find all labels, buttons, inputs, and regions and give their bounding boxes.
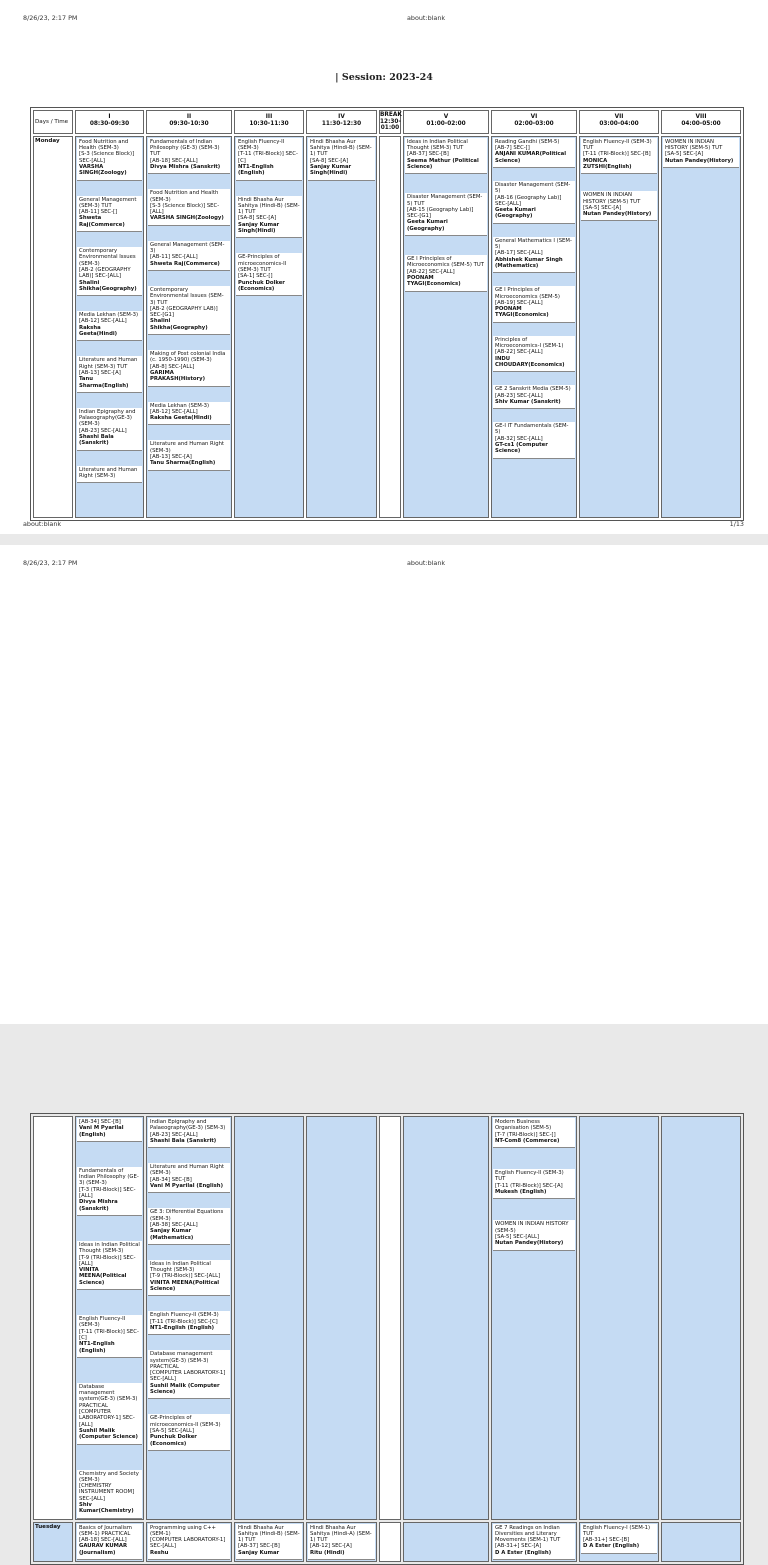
slot-cell (491, 136, 577, 518)
instructor-name: VARSHA SINGH(Zoology) (79, 163, 127, 177)
instructor-name: Tanu Sharma(English) (150, 460, 216, 467)
slot-cell (403, 1522, 489, 1562)
course-details: Literature and Human Right (SEM-3) [AB-34] SEC-[B] (150, 1164, 225, 1183)
class-entry (148, 189, 230, 225)
slot-cell (146, 136, 232, 518)
instructor-name: Shashi Bala (Sanskrit) (150, 1137, 217, 1144)
entry-gap (147, 425, 231, 439)
break-cell (379, 136, 401, 518)
class-entry (148, 241, 230, 271)
entry-gap (492, 1199, 576, 1219)
instructor-name: GARIMA PRAKASH(History) (150, 369, 205, 383)
break-header: BREAK 12:30-01:00 (379, 110, 401, 134)
entry-gap (147, 1335, 231, 1349)
class-entry (493, 336, 575, 372)
entry-gap (147, 174, 231, 188)
class-entry (148, 1208, 230, 1244)
course-details: English Fluency-II (SEM-3) [T-11 (TRI-Block)] SEC-[C] (238, 138, 298, 164)
day-label: Monday (33, 136, 73, 518)
course-details: WOMEN IN INDIAN HISTORY (SEM-5) TUT [SA-5] SEC-[A] (665, 138, 723, 158)
print-datetime: 8/26/23, 2:17 PM (23, 559, 78, 567)
course-details: Media Lekhan (SEM-3) [AB-12] SEC-[ALL] (79, 312, 139, 325)
class-entry (77, 247, 142, 296)
class-entry (148, 1414, 230, 1450)
instructor-name: INDU CHOUDARY(Economics) (495, 355, 565, 368)
class-entry (405, 138, 487, 174)
instructor-name: Divya Mishra (Sanskrit) (150, 163, 221, 170)
entry-gap (404, 236, 488, 254)
entry-gap (76, 181, 143, 195)
instructor-name: Raksha Geeta(Hindi) (150, 415, 212, 422)
course-details: Contemporary Environmental Issues (SEM-3) TUT [AB-2 (GEOGRAPHY LAB)] SEC-[G1] (150, 286, 224, 319)
entry-gap (76, 1216, 143, 1240)
period-header: VIII 04:00-05:00 (661, 110, 741, 134)
course-details: Ideas in Indian Political Thought (SEM-3) [T-9 (TRI-Block)] SEC-[ALL] (150, 1260, 221, 1280)
instructor-name: Shalini Shikha(Geography) (150, 318, 208, 331)
class-entry (581, 1524, 657, 1554)
course-details: WOMEN IN INDIAN HISTORY (SEM-5) TUT [SA-5] SEC-[A] (583, 192, 641, 211)
class-entry (493, 385, 575, 409)
class-entry (77, 356, 142, 392)
class-entry (148, 1524, 230, 1560)
course-details: WOMEN IN INDIAN HISTORY (SEM-5) [SA-5] SEC-[ALL] (495, 1221, 569, 1240)
course-details: General Management (SEM-3) TUT [AB-11] SEC-[] (79, 196, 137, 216)
course-details: Literature and Human Right (SEM-3) [AB-13] SEC-[A] (150, 441, 225, 460)
course-details: GE I Principles of Microeconomics (SEM-5) [AB-19] SEC-[ALL] (495, 287, 560, 306)
course-details: GE I Principles of Microeconomics (SEM-5) TUT [AB-22] SEC-[ALL] (407, 256, 484, 275)
slot-cell (306, 1116, 377, 1520)
instructor-name: POONAM TYAGI(Economics) (495, 306, 549, 319)
period-header: IV 11:30-12:30 (306, 110, 377, 134)
instructor-name: Sanjay Kumar (238, 1549, 280, 1556)
instructor-name: ANJANI KUMAR(Political Science) (495, 151, 567, 164)
instructor-name: Vani M Pyarilal (English) (79, 1125, 124, 1138)
entry-gap (147, 387, 231, 401)
entry-gap (76, 232, 143, 246)
course-details: Ideas in Indian Political Thought (SEM-3) TUT [AB-37] SEC-[B] (407, 138, 468, 158)
entry-gap (76, 341, 143, 355)
break-cell (379, 1522, 401, 1562)
slot-cell (306, 1522, 377, 1562)
slot-cell (234, 1522, 304, 1562)
entry-gap (492, 1148, 576, 1168)
instructor-name: Vani M Pyarilal (English) (150, 1183, 223, 1190)
entry-gap (147, 271, 231, 285)
course-details: General Mathematics I (SEM-5) [AB-17] SEC-[ALL] (495, 237, 572, 257)
period-header: VII 03:00-04:00 (579, 110, 659, 134)
course-details: Modern Business Organisation (SEM-5) [T-7 (TRI-Block)] SEC-[] (495, 1119, 556, 1138)
course-details: Reading Gandhi (SEM-5) [AB-7] SEC-[] (495, 138, 560, 152)
instructor-name: Punchuk Dolker (Economics) (238, 279, 285, 292)
course-details: Disaster Management (SEM-5) [AB-16 (Geography Lab)] SEC-[ALL] (495, 181, 571, 207)
course-details: English Fluency-II (SEM-3) TUT [T-11 (TRI-Block)] SEC-[B] (583, 138, 652, 158)
instructor-name: Nutan Pandey(History) (583, 211, 652, 218)
instructor-name: Abhishek Kumar Singh (Mathematics) (495, 256, 563, 269)
footer-url: about:blank (23, 520, 62, 528)
slot-cell (491, 1116, 577, 1520)
course-details: GE-Principles of microeconomics-II (SEM-3) [SA-5] SEC-[ALL] (150, 1415, 221, 1434)
course-details: Literature and Human Right (SEM-3) (79, 466, 138, 479)
instructor-name: Sanjay Kumar Singh(Hindi) (238, 221, 280, 235)
period-header: I 08:30-09:30 (75, 110, 144, 134)
instructor-name: Seema Mathur (Political Science) (407, 157, 479, 170)
instructor-name: Mukesh (English) (495, 1189, 547, 1196)
class-entry (77, 1167, 142, 1216)
instructor-name: Sanjay Kumar (Mathematics) (150, 1228, 194, 1241)
slot-cell (403, 1116, 489, 1520)
instructor-name: Geeta Kumari (Geography) (495, 207, 536, 220)
course-details: English Fluency-II (SEM-3) TUT [T-11 (TRI-Block)] SEC-[A] (495, 1170, 564, 1189)
instructor-name: Nutan Pandey(History) (665, 157, 734, 164)
class-entry (308, 1524, 375, 1560)
course-details: Fundamentals of Indian Philosophy (GE-3) (SEM-3) [T-3 (TRI-Block)] SEC-[ALL] (79, 1167, 139, 1200)
slot-cell (661, 1522, 741, 1562)
instructor-name: D A Ester (English) (583, 1543, 640, 1550)
class-entry (77, 311, 142, 341)
class-entry (493, 286, 575, 322)
course-details: Database management system(GE-3) (SEM-3) PRACTICAL [COMPUTER LABORATORY-1] SEC-[ALL] (150, 1351, 226, 1383)
slot-cell (234, 136, 304, 518)
slot-cell (234, 1116, 304, 1520)
period-header: III 10:30-11:30 (234, 110, 304, 134)
slot-cell (579, 1116, 659, 1520)
instructor-name: Reshu (150, 1549, 169, 1556)
instructor-name: Shweta Raj(Commerce) (150, 260, 220, 267)
entry-gap (76, 1358, 143, 1382)
class-entry (77, 1315, 142, 1358)
course-details: Hindi Bhasha Aur Sahitya (Hindi-A) (SEM-1) TUT [AB-12] SEC-[A] (310, 1524, 372, 1550)
slot-cell (579, 1522, 659, 1562)
course-details: Basics of Journalism (SEM-1) PRACTICAL [AB-18] SEC-[ALL] (79, 1524, 132, 1544)
entry-gap (492, 273, 576, 285)
entry-gap (147, 335, 231, 349)
instructor-name: Raksha Geeta(Hindi) (79, 324, 118, 338)
class-entry (77, 1118, 142, 1142)
slot-cell (579, 136, 659, 518)
course-details: Disaster Management (SEM-5) TUT [AB-15 (Geography Lab)] SEC-[G1] (407, 194, 483, 220)
course-details: GE 2 Sanskrit Media (SEM-5) [AB-23] SEC-[ALL] (495, 386, 571, 399)
session-title: | Session: 2023-24 (335, 72, 433, 83)
instructor-name: Sushil Malik (Computer Science) (150, 1382, 220, 1396)
class-entry (581, 138, 657, 174)
class-entry (236, 138, 302, 181)
course-details: English Fluency-II (SEM-3) [T-11 (TRI-Block)] SEC-[C] (79, 1316, 139, 1341)
class-entry (493, 1169, 575, 1199)
class-entry (148, 286, 230, 335)
course-details: Literature and Human Right (SEM-3) TUT [AB-13] SEC-[A] (79, 357, 138, 376)
slot-cell (661, 1116, 741, 1520)
class-entry (77, 196, 142, 232)
period-header: V 01:00-02:00 (403, 110, 489, 134)
entry-gap (147, 1245, 231, 1259)
course-details: Hindi Bhasha Aur Sahitya (Hindi-B) (SEM-1) TUT [SA-8] SEC-[A] (310, 138, 372, 164)
course-details: Hindi Bhasha Aur Sahitya (Hindi-B) (SEM-1) TUT [AB-37] SEC-[B] (238, 1524, 300, 1550)
slot-cell (75, 1522, 144, 1562)
class-entry (308, 138, 375, 181)
course-details: GE-I IT Fundamentals (SEM-5) [AB-32] SEC-[ALL] (495, 423, 569, 442)
entry-gap (76, 1142, 143, 1166)
entry-gap (147, 1296, 231, 1310)
course-details: English Fluency-I (SEM-1) TUT [AB-31+] SEC-[B] (583, 1524, 651, 1544)
entry-gap (492, 224, 576, 236)
class-entry (581, 191, 657, 221)
class-entry (77, 1470, 142, 1519)
instructor-name: Tanu Sharma(English) (79, 376, 129, 389)
entry-gap (76, 393, 143, 407)
entry-gap (492, 409, 576, 421)
tuesday-row (33, 1522, 741, 1562)
entry-gap (404, 174, 488, 192)
period-header: II 09:30-10:30 (146, 110, 232, 134)
class-entry (148, 1350, 230, 1399)
class-entry (493, 237, 575, 273)
class-entry (148, 138, 230, 174)
entry-gap (147, 1193, 231, 1207)
entry-gap (76, 451, 143, 465)
instructor-name: Geeta Kumari (Geography) (407, 219, 448, 232)
instructor-name: Sushil Malik (Computer Science) (79, 1427, 138, 1441)
print-url: about:blank (407, 14, 446, 22)
class-entry (148, 1311, 230, 1335)
instructor-name: Shweta Raj(Commerce) (79, 215, 125, 228)
instructor-name: Shiv Kumar(Chemistry) (79, 1501, 134, 1515)
course-details: Contemporary Environmental Issues (SEM-3) [AB-2 (GEOGRAPHY LAB)] SEC-[ALL] (79, 248, 136, 280)
class-entry (77, 466, 142, 484)
class-entry (77, 1524, 142, 1560)
slot-cell (491, 1522, 577, 1562)
day-label (33, 1116, 73, 1520)
course-details: GE 7 Readings on Indian Diversities and Literary Movements (SEM-1) TUT [AB-31+] SEC-[A] (495, 1524, 561, 1550)
course-details: Hindi Bhasha Aur Sahitya (Hindi-B) (SEM-1) TUT [SA-8] SEC-[A] (238, 196, 300, 222)
course-details: Chemistry and Society (SEM-3) [CHEMISTRY INSTRUMENT ROOM] SEC-[ALL] (79, 1470, 139, 1502)
class-entry (405, 255, 487, 291)
timetable (30, 107, 744, 521)
instructor-name: NT1-English (English) (238, 163, 274, 177)
entry-gap (580, 174, 658, 190)
days-time-header: Days / Time (33, 110, 73, 134)
instructor-name: D A Ester (English) (495, 1549, 552, 1556)
class-entry (77, 1383, 142, 1445)
class-entry (405, 193, 487, 236)
instructor-name: VARSHA SINGH(Zoology) (150, 215, 224, 222)
course-details: English Fluency-II (SEM-3) [T-11 (TRI-Block)] SEC-[C] (150, 1312, 219, 1325)
entry-gap (76, 1445, 143, 1469)
instructor-name: Punchuk Dolker (Economics) (150, 1434, 197, 1447)
instructor-name: NT1-English (English) (79, 1341, 115, 1354)
class-entry (493, 138, 575, 168)
class-entry (148, 1260, 230, 1296)
entry-gap (235, 181, 303, 195)
class-entry (493, 181, 575, 224)
slot-cell (146, 1116, 232, 1520)
class-entry (493, 1220, 575, 1250)
course-details: [AB-34] SEC-[B] (79, 1119, 121, 1125)
monday-row (33, 136, 741, 518)
entry-gap (235, 238, 303, 252)
time-header-row (33, 110, 741, 134)
slot-cell (146, 1522, 232, 1562)
instructor-name: NT-Com8 (Commerce) (495, 1137, 560, 1144)
entry-gap (492, 168, 576, 180)
class-entry (77, 138, 142, 181)
course-details: GE 3: Differential Equations (SEM-3) [AB-38] SEC-[ALL] (150, 1209, 224, 1228)
entry-gap (492, 323, 576, 335)
course-details: General Management (SEM-3) [AB-11] SEC-[ALL] (150, 241, 225, 261)
class-entry (663, 138, 739, 168)
print-url: about:blank (407, 559, 446, 567)
timetable-continued (30, 1113, 744, 1565)
monday-row-continued (33, 1116, 741, 1520)
class-entry (493, 422, 575, 458)
class-entry (148, 1163, 230, 1193)
class-entry (148, 402, 230, 426)
entry-gap (76, 1290, 143, 1314)
instructor-name: Shiv Kumar (Sanskrit) (495, 398, 561, 405)
instructor-name: Nutan Pandey(History) (495, 1240, 564, 1247)
slot-cell (403, 136, 489, 518)
instructor-name: Shalini Shikha(Geography) (79, 279, 137, 292)
class-entry (236, 196, 302, 239)
class-entry (148, 350, 230, 386)
instructor-name: Ritu (Hindi) (310, 1549, 345, 1556)
entry-gap (147, 1399, 231, 1413)
class-entry (77, 408, 142, 451)
class-entry (236, 253, 302, 296)
entry-gap (76, 296, 143, 310)
instructor-name: GAURAV KUMAR (Journalism) (79, 1543, 128, 1556)
instructor-name: POONAM TYAGI(Economics) (407, 274, 461, 288)
entry-gap (147, 226, 231, 240)
course-details: Indian Epigraphy and Palaeography(GE-3) (SEM-3) [AB-23] SEC-[ALL] (150, 1119, 226, 1138)
entry-gap (492, 372, 576, 384)
slot-cell (661, 136, 741, 518)
course-details: GE-Principles of microeconomics-II (SEM-3) TUT [SA-1] SEC-[] (238, 254, 287, 280)
instructor-name: Divya Mishra (Sanskrit) (79, 1199, 118, 1212)
print-page-2 (0, 545, 768, 1556)
class-entry (493, 1118, 575, 1148)
instructor-name: MONICA ZUTSHI(English) (583, 157, 632, 170)
class-entry (493, 1524, 575, 1560)
slot-cell (306, 136, 377, 518)
print-page-1 (0, 0, 768, 534)
instructor-name: GT-cs1 (Computer Science) (495, 441, 548, 455)
break-cell (379, 1116, 401, 1520)
instructor-name: Sanjay Kumar Singh(Hindi) (310, 163, 352, 177)
instructor-name: NT1-English (English) (150, 1324, 215, 1331)
course-details: Database management system(GE-3) (SEM-3) PRACTICAL [COMPUTER LABORATORY-1] SEC-[ALL] (79, 1383, 138, 1428)
class-entry (148, 440, 230, 470)
period-header: VI 02:00-03:00 (491, 110, 577, 134)
course-details: Media Lekhan (SEM-3) [AB-12] SEC-[ALL] (150, 402, 210, 415)
course-details: Making of Post colonial India (c. 1950-1990) (SEM-3) [AB-8] SEC-[ALL] (150, 351, 226, 370)
course-details: Fundamentals of Indian Philosophy (GE-3) (SEM-3) TUT [AB-18] SEC-[ALL] (150, 138, 220, 164)
slot-cell (75, 136, 144, 518)
class-entry (77, 1241, 142, 1290)
course-details: Indian Epigraphy and Palaeography(GE-3) (SEM-3) [AB-23] SEC-[ALL] (79, 408, 136, 434)
instructor-name: VINITA MEENA(Political Science) (79, 1267, 127, 1286)
entry-gap (147, 1148, 231, 1162)
course-details: Principles of Microeconomics-I (SEM-1) [AB-22] SEC-[ALL] (495, 336, 564, 356)
class-entry (236, 1524, 302, 1560)
instructor-name: VINITA MEENA(Political Science) (150, 1279, 220, 1293)
instructor-name: Shashi Bala (Sanskrit) (79, 433, 114, 447)
course-details: Food Nutrition and Health (SEM-3) [S-3 (Science Block)] SEC-[ALL] (79, 138, 135, 164)
day-label: Tuesday (33, 1522, 73, 1562)
print-datetime: 8/26/23, 2:17 PM (23, 14, 78, 22)
footer-page-number: 1/13 (729, 520, 744, 528)
course-details: Ideas in Indian Political Thought (SEM-3) [T-9 (TRI-Block)] SEC-[ALL] (79, 1241, 140, 1267)
course-details: Food Nutrition and Health (SEM-3) [S-3 (Science Block)] SEC-[ALL] (150, 190, 220, 216)
class-entry (148, 1118, 230, 1148)
course-details: Programming using C++ (SEM-1) [COMPUTER LABORATORY-1] SEC-[ALL] (150, 1524, 226, 1550)
slot-cell (75, 1116, 144, 1520)
